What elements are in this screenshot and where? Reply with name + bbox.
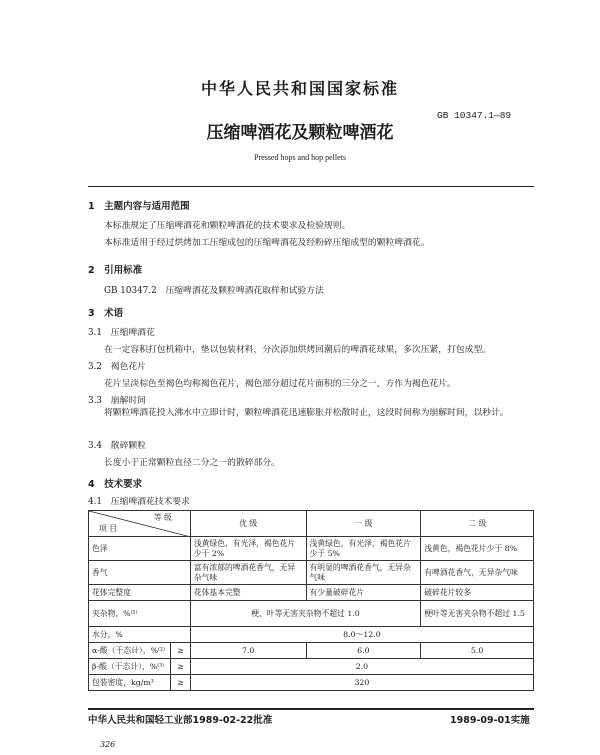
clause-4-1-heading: 4.1 压缩啤酒花技术要求: [88, 497, 190, 507]
cell-aroma-second: 有啤酒花香气，无异杂气味: [421, 561, 534, 585]
cell-color-excellent: 浅黄绿色，有光泽，褐色花片少于 2%: [190, 537, 306, 561]
table-row: [89, 585, 534, 601]
section-1-para-2: 本标准适用于经过烘烤加工压缩成包的压缩啤酒花及经粉碎压缩成型的颗粒啤酒花。: [104, 238, 430, 248]
section-3-heading: 3 术语: [88, 308, 124, 319]
cell-alpha-ge: ≥: [170, 643, 190, 659]
row-item-density: 包装密度，kg/m³: [89, 675, 171, 691]
grade-item-header-cell: [89, 511, 191, 537]
col-first-header: 一 级: [306, 511, 421, 537]
cell-integrity-first: 有少量破碎花片: [306, 585, 421, 601]
cell-integrity-second: 破碎花片较多: [421, 585, 534, 601]
term-3-4-heading: 3.4 散碎颗粒: [88, 441, 146, 451]
standard-title-zh: 压缩啤酒花及颗粒啤酒花: [206, 123, 394, 143]
cell-aroma-excellent: 富有浓郁的啤酒花香气，无异杂气味: [190, 561, 306, 585]
cell-density-ge: ≥: [170, 675, 190, 691]
term-3-3-text: 将颗粒啤酒花投入沸水中立即计时，颗粒啤酒花迅速膨胀并松散时止，这段时间称为崩解时间，以秒计。: [104, 408, 509, 418]
implementation-date: 1989-09-01实施: [450, 715, 530, 726]
row-item-color: 色泽: [89, 537, 191, 561]
section-2-heading: 2 引用标准: [88, 265, 143, 276]
term-3-1-heading: 3.1 压缩啤酒花: [88, 328, 155, 338]
standard-title-en: Pressed hops and hop pellets: [254, 153, 346, 162]
term-3-2-text: 花片呈淡棕色至褐色均称褐色花片，褐色部分超过花片面积的三分之一，方作为褐色花片。: [104, 379, 456, 389]
cell-impurities-excellent-first: 梗、叶等无害夹杂物不超过 1.0: [190, 601, 420, 627]
approval-notice: 中华人民共和国轻工业部1989-02-22批准: [88, 715, 273, 726]
col-excellent-header: 优 级: [190, 511, 306, 537]
hops-spec-table: [88, 510, 534, 691]
header-grade-label: 等 级: [153, 513, 172, 522]
table-row: [89, 627, 534, 643]
cell-color-first: 浅黄绿色，有光泽，褐色花片少于 5%: [306, 537, 421, 561]
standard-number: GB 10347.1—89: [437, 110, 512, 121]
table-row: [89, 601, 534, 627]
header-item-label: 项 目: [99, 524, 118, 533]
col-second-header: 二 级: [421, 511, 534, 537]
cell-beta-ge: ≥: [170, 659, 190, 675]
header-divider: [88, 186, 534, 187]
footer-divider: [88, 708, 534, 710]
cell-integrity-excellent: 花体基本完整: [190, 585, 306, 601]
row-item-integrity: 花体完整度: [89, 585, 191, 601]
section-4-heading: 4 技术要求: [88, 479, 143, 490]
cell-alpha-first: 6.0: [306, 643, 421, 659]
table-row: [89, 643, 534, 659]
cell-color-second: 浅黄色，褐色花片少于 8%: [421, 537, 534, 561]
cell-aroma-first: 有明显的啤酒花香气，无异杂气味: [306, 561, 421, 585]
table-row: [89, 561, 534, 585]
term-3-4-text: 长度小于正常颗粒直径二分之一的散碎部分。: [104, 458, 280, 468]
section-2-reference: GB 10347.2 压缩啤酒花及颗粒啤酒花取样和试验方法: [104, 286, 324, 296]
row-item-alpha-acid: α-酸（干态计），%⁽²⁾: [89, 643, 171, 659]
table-row: [89, 537, 534, 561]
row-item-beta-acid: β-酸（干态计），%⁽³⁾: [89, 659, 171, 675]
cell-alpha-excellent: 7.0: [190, 643, 306, 659]
term-3-1-text: 在一定容积打包机箱中，垫以包装材料，分次添加烘烤回潮后的啤酒花球果，多次压紧，打包成型。: [104, 345, 492, 355]
cell-impurities-second: 梗叶等无害夹杂物不超过 1.5: [421, 601, 534, 627]
national-standard-heading: 中华人民共和国国家标准: [200, 79, 399, 98]
table-row: [89, 659, 534, 675]
row-item-impurities: 夹杂物，%⁽¹⁾: [89, 601, 191, 627]
cell-alpha-second: 5.0: [421, 643, 534, 659]
term-3-2-heading: 3.2 褐色花片: [88, 362, 146, 372]
cell-beta-all: 2.0: [190, 659, 533, 675]
section-1-heading: 1 主题内容与适用范围: [88, 201, 190, 212]
term-3-3-heading: 3.3 崩解时间: [88, 396, 146, 406]
cell-moisture-all: 8.0～12.0: [190, 627, 533, 643]
row-item-moisture: 水分，%: [89, 627, 191, 643]
page-number: 326: [100, 740, 116, 749]
table-row: [89, 675, 534, 691]
row-item-aroma: 香气: [89, 561, 191, 585]
cell-density-all: 320: [190, 675, 533, 691]
table-header-row: [89, 511, 534, 537]
section-1-para-1: 本标准规定了压缩啤酒花和颗粒啤酒花的技术要求及检验规则。: [104, 221, 351, 231]
